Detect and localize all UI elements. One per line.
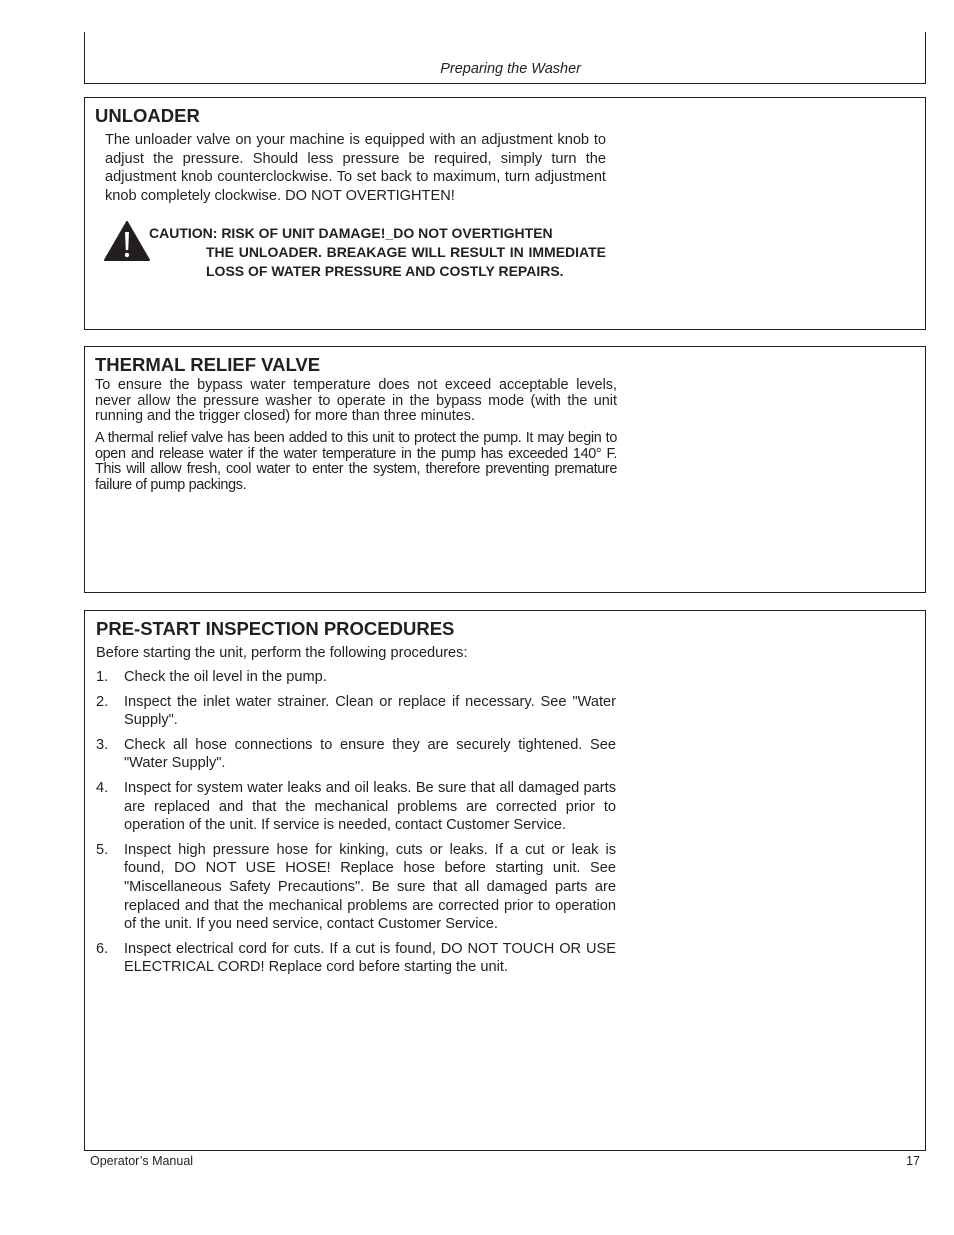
inspection-steps-list <box>96 668 616 983</box>
caution-warning <box>149 224 606 281</box>
warning-triangle-icon <box>103 220 151 264</box>
prestart-section <box>84 610 926 1151</box>
unloader-heading: UNLOADER <box>95 105 200 126</box>
section-header-title: Preparing the Washer <box>440 61 581 77</box>
step-text: Inspect for system water leaks and oil leaks. Be sure that all damaged parts are replaced and that the mechanical problems are corrected prior to operation of the unit. If service is needed, contact Customer Service. <box>124 779 616 834</box>
thermal-paragraph-1: To ensure the bypass water temperature does not exceed acceptable levels, never allow the pressure washer to operate in the bypass mode (with the unit running and the trigger closed) for more than three minutes. <box>95 377 617 425</box>
thermal-relief-section <box>84 346 926 593</box>
step-text: Check the oil level in the pump. <box>124 669 327 685</box>
thermal-paragraph-2: A thermal relief valve has been added to this unit to protect the pump. It may begin to open and release water if the water temperature in the pump has exceeded 140° F. This will allow fresh, cool water to enter the system, therefore preventing premature failure of pump packings. <box>95 430 617 493</box>
list-item <box>96 841 616 934</box>
list-item <box>96 668 616 687</box>
step-text: Inspect the inlet water strainer. Clean or replace if necessary. See "Water Supply". <box>124 693 616 729</box>
thermal-heading: THERMAL RELIEF VALVE <box>95 354 321 375</box>
footer-manual-title: Operator’s Manual <box>90 1154 194 1168</box>
step-text: Check all hose connections to ensure they are securely tightened. See "Water Supply". <box>124 736 616 772</box>
step-number: 5. <box>96 841 109 858</box>
list-item <box>96 736 616 773</box>
list-item <box>96 940 616 977</box>
step-number: 2. <box>96 693 109 710</box>
list-item <box>96 779 616 835</box>
prestart-intro: Before starting the unit, perform the following procedures: <box>96 645 468 661</box>
caution-line-1: CAUTION: RISK OF UNIT DAMAGE!_DO NOT OVERTIGHTEN <box>149 225 553 241</box>
step-number: 3. <box>96 736 109 753</box>
prestart-heading: PRE-START INSPECTION PROCEDURES <box>96 618 455 639</box>
list-item <box>96 693 616 730</box>
step-text: Inspect high pressure hose for kinking, cuts or leaks. If a cut or leak is found, DO NOT USE HOSE! Replace hose before starting unit. See "Miscellaneous Safety Precautions". Be sure that all damaged parts are replaced and that the mechanical problems are corrected prior to operation of the unit. If you need service, contact Customer Service. <box>124 841 616 933</box>
page-header <box>84 32 926 84</box>
step-number: 6. <box>96 940 109 957</box>
unloader-section <box>84 97 926 330</box>
step-number: 1. <box>96 669 109 685</box>
step-number: 4. <box>96 779 109 796</box>
caution-line-rest: THE UNLOADER. BREAKAGE WILL RESULT IN IMMEDIATE LOSS OF WATER PRESSURE AND COSTLY REPAIRS. <box>206 244 606 279</box>
step-text: Inspect electrical cord for cuts. If a cut is found, DO NOT TOUCH OR USE ELECTRICAL CORD! Replace cord before starting the unit. <box>124 940 616 976</box>
page-number: 17 <box>906 1154 920 1168</box>
unloader-description: The unloader valve on your machine is equipped with an adjustment knob to adjust the pressure. Should less pressure be required, simply turn the adjustment knob counterclockwise. To set back to maximum, turn adjustment knob completely clockwise. DO NOT OVERTIGHTEN! <box>105 132 606 204</box>
